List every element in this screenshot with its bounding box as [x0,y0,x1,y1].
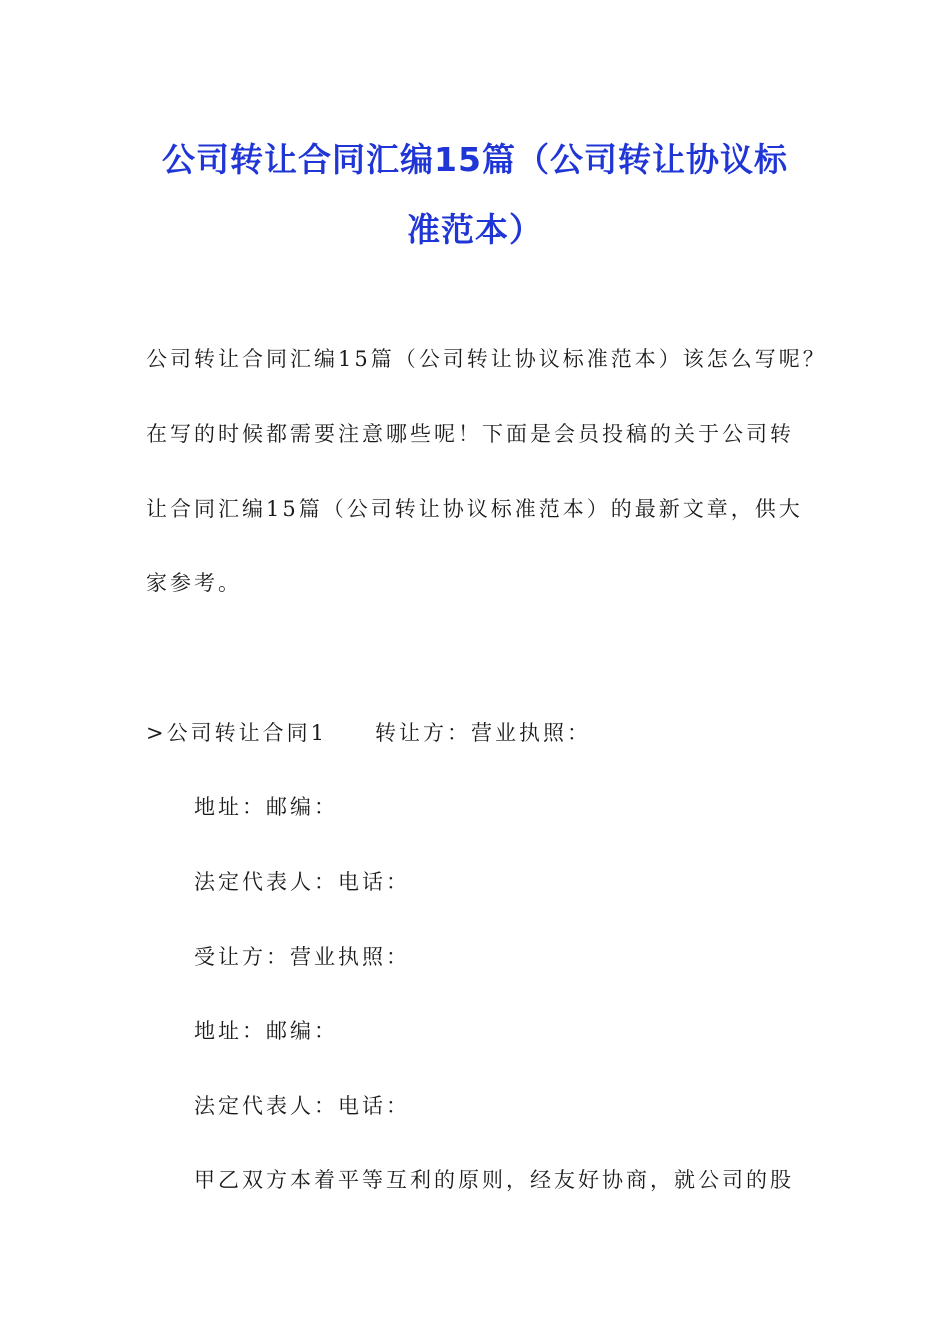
intro-line-2: 在写的时候都需要注意哪些呢！下面是会员投稿的关于公司转 [146,422,794,446]
intro-line-3: 让合同汇编15篇（公司转让协议标准范本）的最新文章，供大 [146,497,803,521]
intro-line-4: 家参考。 [146,571,242,595]
intro-line-1: 公司转让合同汇编15篇（公司转让协议标准范本）该怎么写呢？ [146,347,827,371]
document-title-line-1: 公司转让合同汇编15篇（公司转让协议标 [162,140,788,179]
field-address-1: 地址：邮编： [194,795,338,819]
field-address-2: 地址：邮编： [194,1019,338,1043]
section-heading: >公司转让合同1 转让方：营业执照： [146,721,591,745]
document-title-line-2: 准范本） [407,210,543,249]
field-legal-rep-2: 法定代表人：电话： [194,1094,410,1118]
body-paragraph-start: 甲乙双方本着平等互利的原则，经友好协商，就公司的股 [194,1168,794,1192]
field-transferee: 受让方：营业执照： [194,945,410,969]
field-legal-rep-1: 法定代表人：电话： [194,870,410,894]
